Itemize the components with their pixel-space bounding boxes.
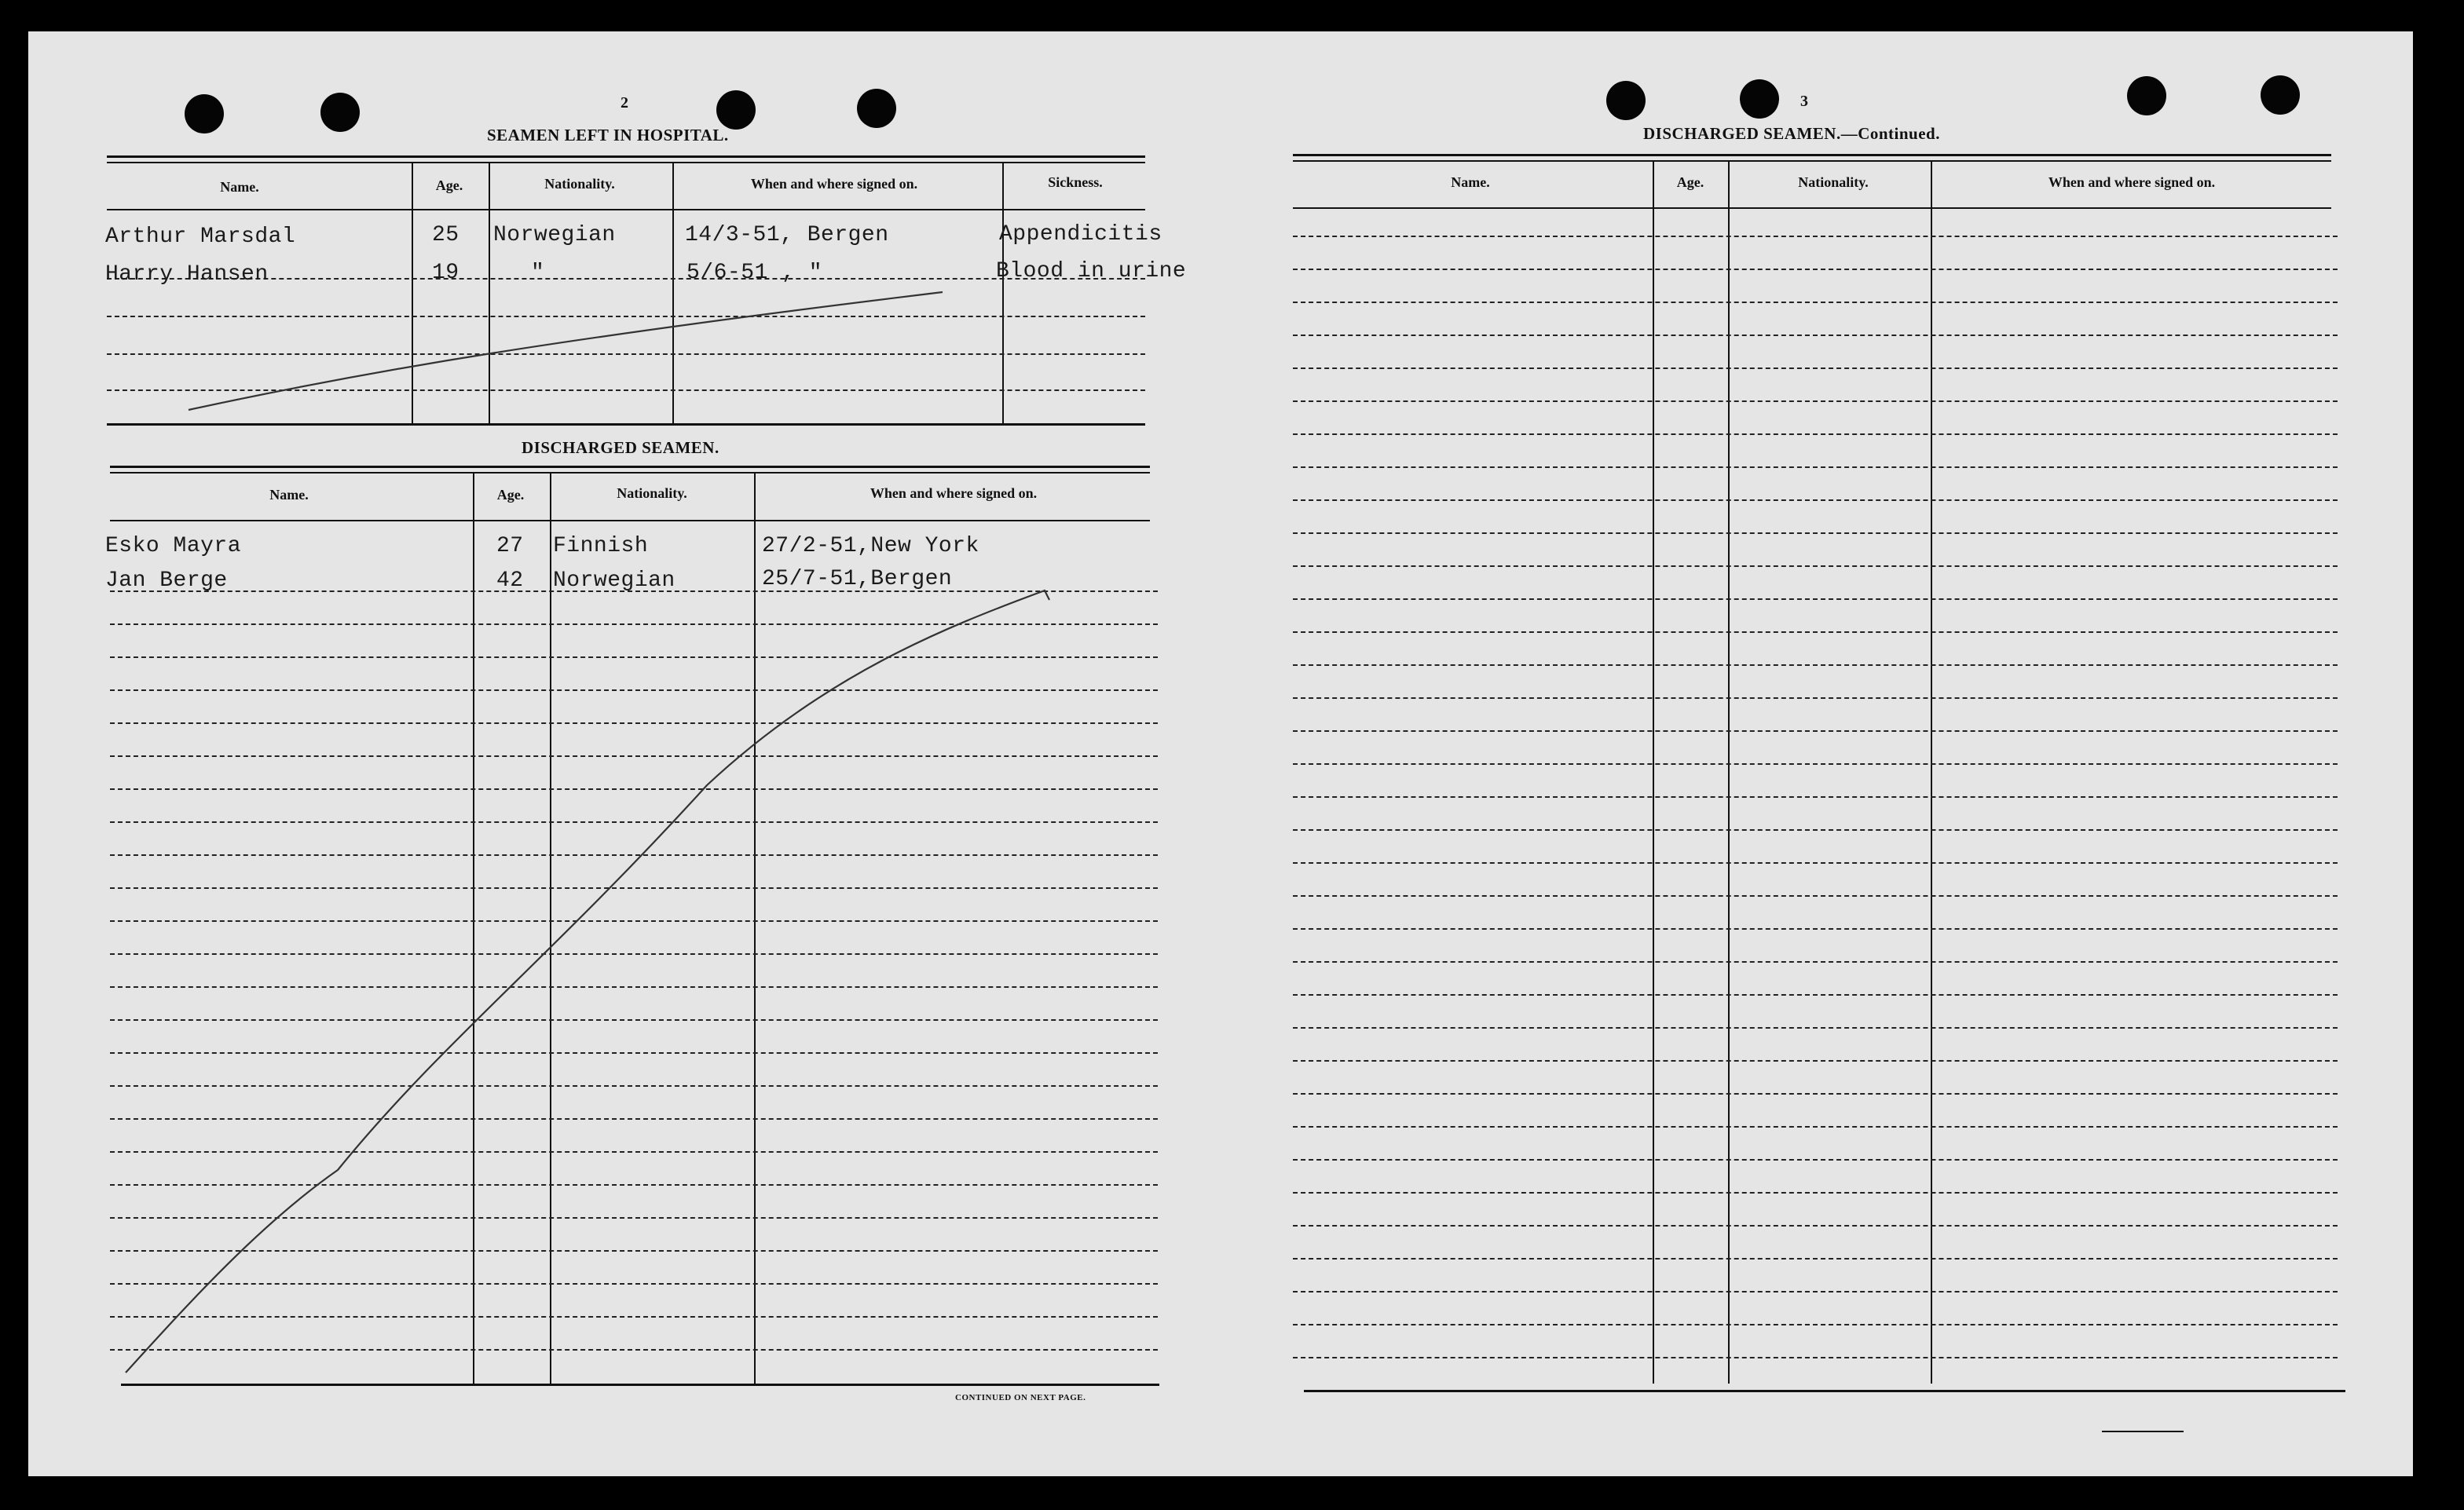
- ruled-line: [110, 788, 1158, 790]
- punch-hole: [2127, 76, 2166, 115]
- ruled-line: [110, 821, 1158, 823]
- right-table-top-rule: [1293, 154, 2331, 156]
- hospital-column-divider: [412, 163, 413, 425]
- discharged-continued-title: DISCHARGED SEAMEN.—Continued.: [1643, 124, 1940, 143]
- ruled-line: [110, 722, 1158, 724]
- ruled-line: [1293, 730, 2338, 732]
- hospital-row-2-nationality: ": [531, 261, 545, 285]
- hospital-row-line: [107, 316, 1145, 317]
- ruled-line: [110, 656, 1158, 658]
- ruled-line: [1293, 895, 2338, 897]
- hospital-row-1-sickness: Appendicitis: [999, 222, 1162, 247]
- ruled-line: [1293, 1126, 2338, 1128]
- stray-mark: [2102, 1431, 2184, 1432]
- punch-hole: [2261, 75, 2300, 115]
- ruled-line: [1293, 928, 2338, 930]
- discharged-column-divider: [473, 473, 474, 1384]
- ruled-line: [110, 689, 1158, 691]
- hospital-row-1-signed-on: 14/3-51, Bergen: [685, 223, 889, 247]
- discharged-row-2-nationality: Norwegian: [553, 569, 675, 593]
- ruled-line: [1293, 1225, 2338, 1227]
- ruled-line: [110, 1052, 1158, 1054]
- ruled-line: [110, 1316, 1158, 1318]
- right-header-name: Name.: [1451, 174, 1490, 190]
- hospital-header-age: Age.: [435, 177, 463, 193]
- hospital-row-2-signed-on: 5/6-51 , ": [686, 261, 823, 285]
- discharged-column-divider: [754, 473, 756, 1384]
- hospital-row-1-age: 25: [432, 223, 459, 247]
- discharged-section-title: DISCHARGED SEAMEN.: [522, 438, 719, 457]
- right-table-top-rule: [1293, 160, 2331, 162]
- discharged-header-rule: [110, 520, 1150, 521]
- ruled-line: [110, 1283, 1158, 1285]
- right-column-divider: [1931, 162, 1932, 1384]
- ruled-line: [1293, 697, 2338, 699]
- discharged-header-nationality: Nationality.: [617, 485, 687, 501]
- ruled-line: [1293, 1159, 2338, 1161]
- ruled-line: [110, 986, 1158, 988]
- ruled-line: [1293, 499, 2338, 501]
- ruled-line: [1293, 763, 2338, 765]
- hospital-table-top-rule: [107, 155, 1145, 158]
- hospital-header-nationality: Nationality.: [544, 176, 615, 192]
- ruled-line: [1293, 829, 2338, 831]
- hospital-header-rule: [107, 209, 1145, 210]
- hospital-section-title: SEAMEN LEFT IN HOSPITAL.: [487, 126, 729, 144]
- discharged-header-name: Name.: [269, 487, 309, 503]
- ruled-line: [110, 953, 1158, 955]
- hospital-table-bottom-rule: [107, 423, 1145, 426]
- right-column-divider: [1728, 162, 1730, 1384]
- hospital-row-1-nationality: Norwegian: [493, 223, 616, 247]
- discharged-table-bottom-rule: [121, 1384, 1159, 1386]
- ruled-line: [110, 1151, 1158, 1153]
- hospital-table-top-rule: [107, 162, 1145, 163]
- hospital-header-sickness: Sickness.: [1048, 174, 1103, 190]
- ruled-line: [1293, 961, 2338, 963]
- ruled-line: [1293, 598, 2338, 600]
- ruled-line: [1293, 433, 2338, 435]
- ruled-line: [1293, 664, 2338, 666]
- ruled-line: [110, 1349, 1158, 1351]
- ruled-line: [110, 887, 1158, 889]
- discharged-row-2-name: Jan Berge: [105, 569, 228, 593]
- ruled-line: [1293, 994, 2338, 996]
- discharged-row-1-name: Esko Mayra: [105, 534, 242, 558]
- ruled-line: [110, 1019, 1158, 1021]
- right-header-nationality: Nationality.: [1798, 174, 1869, 190]
- ruled-line: [1293, 367, 2338, 369]
- ruled-line: [1293, 466, 2338, 468]
- hospital-row-2-age: 19: [432, 261, 459, 285]
- ruled-line: [1293, 1291, 2338, 1292]
- ruled-line: [1293, 1060, 2338, 1062]
- hospital-column-divider: [1002, 163, 1004, 425]
- discharged-header-age: Age.: [496, 487, 525, 503]
- ruled-line: [110, 854, 1158, 856]
- ruled-line: [1293, 532, 2338, 534]
- ruled-line: [1293, 1258, 2338, 1260]
- punch-hole: [1740, 79, 1779, 119]
- ruled-line: [110, 623, 1158, 625]
- right-table-bottom-rule: [1304, 1390, 2345, 1392]
- right-header-age: Age.: [1676, 174, 1704, 190]
- hospital-column-divider: [672, 163, 674, 425]
- punch-hole: [716, 90, 756, 130]
- ruled-line: [1293, 236, 2338, 237]
- hospital-row-line: [107, 353, 1145, 355]
- ruled-line: [1293, 565, 2338, 567]
- discharged-row-1-nationality: Finnish: [553, 534, 649, 558]
- discharged-row-2-signed-on: 25/7-51,Bergen: [762, 567, 953, 591]
- right-column-divider: [1653, 162, 1654, 1384]
- page-number-left: 2: [621, 94, 628, 112]
- punch-hole: [185, 94, 224, 133]
- ruled-line: [1293, 862, 2338, 864]
- discharged-row-2-age: 42: [496, 569, 524, 593]
- ruled-line: [1293, 796, 2338, 798]
- ruled-line: [1293, 335, 2338, 336]
- hospital-row-2-sickness: Blood in urine: [996, 259, 1187, 283]
- hospital-header-name: Name.: [220, 179, 259, 195]
- discharged-row-1-signed-on: 27/2-51,New York: [762, 534, 979, 558]
- ruled-line: [110, 1184, 1158, 1186]
- ruled-line: [1293, 1192, 2338, 1194]
- discharged-row-1-age: 27: [496, 534, 524, 558]
- ruled-line: [1293, 269, 2338, 270]
- hospital-row-1-name: Arthur Marsdal: [105, 225, 296, 249]
- continued-note: CONTINUED ON NEXT PAGE.: [955, 1393, 1086, 1402]
- ruled-line: [1293, 1357, 2338, 1358]
- right-header-signed-on: When and where signed on.: [2048, 174, 2216, 190]
- ruled-line: [110, 920, 1158, 922]
- ruled-line: [110, 1118, 1158, 1120]
- right-header-rule: [1293, 207, 2331, 209]
- hospital-row-2-name: Harry Hansen: [105, 262, 269, 287]
- ruled-line: [1293, 1093, 2338, 1095]
- discharged-table-top-rule: [110, 466, 1150, 468]
- punch-hole: [320, 93, 360, 132]
- punch-hole: [857, 89, 896, 128]
- document-sheet: [28, 31, 2413, 1476]
- ruled-line: [1293, 302, 2338, 303]
- ruled-line: [1293, 631, 2338, 633]
- ruled-line: [110, 1250, 1158, 1252]
- hospital-column-divider: [489, 163, 490, 425]
- discharged-header-signed-on: When and where signed on.: [870, 485, 1038, 501]
- ruled-line: [110, 1217, 1158, 1219]
- ruled-line: [1293, 1324, 2338, 1325]
- ruled-line: [110, 1085, 1158, 1087]
- hospital-row-line: [107, 389, 1145, 391]
- discharged-column-divider: [550, 473, 551, 1384]
- hospital-header-signed-on: When and where signed on.: [750, 176, 918, 192]
- ruled-line: [110, 755, 1158, 757]
- ruled-line: [1293, 400, 2338, 402]
- punch-hole: [1606, 81, 1646, 120]
- discharged-table-top-rule: [110, 472, 1150, 473]
- ruled-line: [1293, 1027, 2338, 1029]
- page-number-right: 3: [1800, 93, 1808, 110]
